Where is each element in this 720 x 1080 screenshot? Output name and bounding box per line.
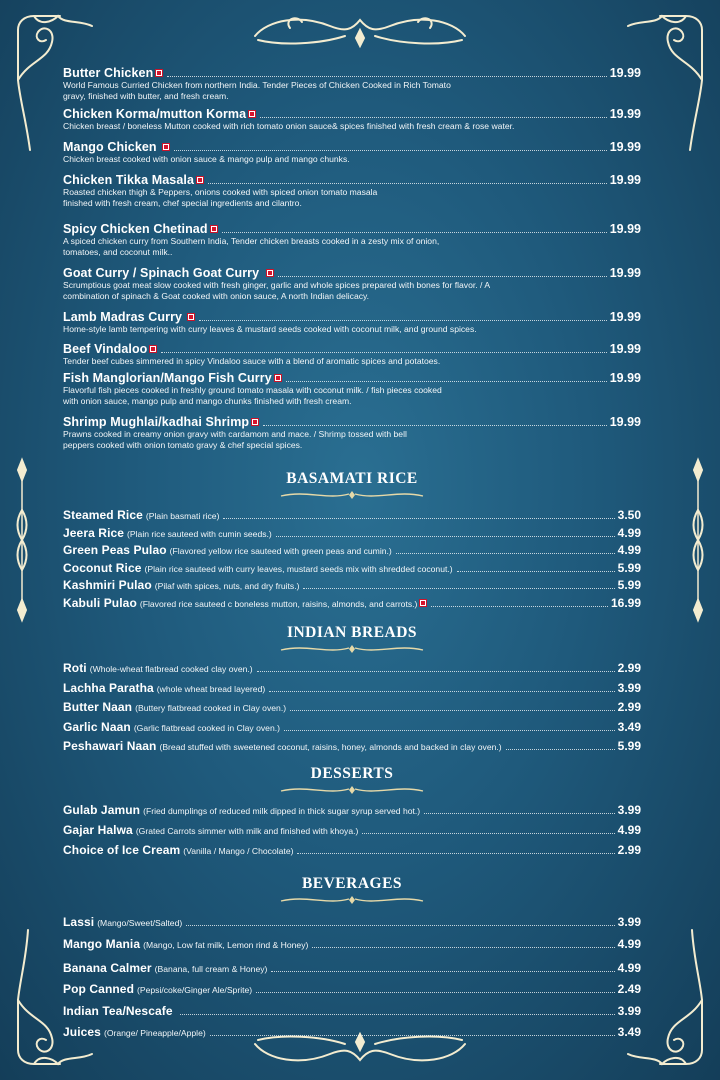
item-price: 19.99: [609, 342, 641, 356]
dot-leader: [174, 150, 607, 151]
menu-item: [63, 961, 641, 982]
item-name: Lassi: [63, 914, 95, 929]
menu-item: [63, 371, 641, 407]
item-name: Lachha Paratha: [63, 680, 154, 695]
nonveg-icon: [251, 418, 259, 426]
dot-leader: [290, 710, 615, 711]
section-title: BEVERAGES: [301, 874, 403, 892]
menu-item: [63, 720, 641, 740]
dot-leader: [396, 553, 615, 554]
nonveg-icon: [419, 599, 427, 607]
dot-leader: [431, 606, 608, 607]
dot-leader: [284, 730, 615, 731]
item-price: 3.99: [617, 802, 641, 817]
item-name: Mango Mania: [63, 936, 141, 951]
item-name: Banana Calmer: [63, 960, 152, 975]
item-price: 5.99: [617, 560, 641, 575]
dot-leader: [269, 691, 614, 692]
item-name: Green Peas Pulao: [63, 543, 167, 557]
item-name: Butter Chicken: [63, 66, 154, 80]
item-price: 5.99: [617, 578, 641, 592]
menu-item: [63, 803, 641, 823]
item-note: (Vanilla / Mango / Chocolate): [183, 845, 294, 856]
item-price: 16.99: [610, 595, 641, 610]
menu-item: [63, 266, 641, 302]
menu-item: [63, 415, 641, 451]
section-title: INDIAN BREADS: [286, 624, 418, 641]
item-price: 4.99: [617, 822, 641, 837]
dot-leader: [161, 352, 606, 353]
item-price: 19.99: [609, 371, 641, 385]
item-name: Kashmiri Pulao: [63, 578, 152, 592]
item-name: Chicken Korma/mutton Korma: [63, 107, 247, 121]
dot-leader: [286, 381, 607, 382]
item-name: Pop Canned: [63, 981, 135, 996]
item-price: 3.49: [617, 1024, 641, 1039]
menu-item: [63, 843, 641, 863]
menu-item: [63, 107, 641, 132]
dot-leader: [263, 425, 607, 426]
menu-item: [63, 1025, 641, 1045]
item-note: (Pilaf with spices, nuts, and dry fruits.): [154, 581, 300, 591]
item-name: Butter Naan: [63, 700, 133, 714]
item-price: 3.99: [617, 914, 641, 929]
dot-leader: [506, 749, 615, 750]
item-price: 19.99: [609, 107, 641, 121]
dot-leader: [256, 992, 615, 993]
menu-item: [63, 915, 641, 937]
menu-item: [63, 739, 641, 759]
item-note: (Plain basmati rice): [145, 511, 220, 521]
item-description: Roasted chicken thigh & Peppers, onions cooked with spiced onion tomato masala finished with fresh cream, chef special ingredients and cilantro.: [63, 187, 378, 208]
item-name: Fish Manglorian/Mango Fish Curry: [63, 371, 272, 385]
menu-item: [63, 310, 641, 335]
item-name: Juices: [63, 1024, 101, 1039]
nonveg-icon: [248, 110, 256, 118]
item-description: Prawns cooked in creamy onion gravy with cardamom and mace. / Shrimp tossed with bell peppers cooked with onion tomato gravy & chef special spices.: [63, 429, 407, 450]
item-note: (Garlic flatbread cooked in Clay oven.): [133, 722, 280, 733]
item-note: (Flavored yellow rice sauteed with green peas and cumin.): [169, 546, 392, 556]
dot-leader: [278, 276, 607, 277]
nonveg-icon: [196, 176, 204, 184]
beverages-list: [63, 915, 641, 1045]
dot-leader: [276, 536, 615, 537]
item-name: Lamb Madras Curry: [63, 310, 183, 324]
item-description: A spiced chicken curry from Southern India, Tender chicken breasts cooked in a zesty mix of onion, tomatoes, and coconut milk..: [63, 236, 440, 257]
menu-item: [63, 508, 641, 526]
dot-leader: [223, 518, 614, 519]
menu-item: [63, 543, 641, 561]
main-courses-list: [63, 66, 641, 451]
item-note: (Pepsi/coke/Ginger Ale/Sprite): [137, 984, 253, 995]
item-price: 5.99: [617, 739, 641, 753]
item-name: Shrimp Mughlai/kadhai Shrimp: [63, 415, 250, 429]
item-note: (Whole-wheat flatbread cooked clay oven.): [89, 664, 253, 674]
item-name: Jeera Rice: [63, 525, 125, 540]
swash-divider: [277, 785, 427, 795]
section-title: BASAMATI RICE: [286, 470, 418, 487]
menu-item: [63, 140, 641, 165]
item-price: 4.99: [617, 936, 641, 951]
item-note: (Bread stuffed with sweetened coconut, raisins, honey, almonds and backed in clay oven.): [159, 742, 502, 752]
item-price: 19.99: [609, 266, 641, 280]
menu-item: [63, 222, 641, 258]
swash-divider: [277, 644, 427, 654]
desserts-section: [63, 765, 641, 863]
item-price: 19.99: [609, 415, 641, 429]
item-name: Choice of Ice Cream: [63, 842, 181, 857]
nonveg-icon: [274, 374, 282, 382]
item-name: Indian Tea/Nescafe: [63, 1003, 173, 1018]
menu-item: [63, 1004, 641, 1025]
item-name: Peshawari Naan: [63, 739, 157, 753]
top-center-ornament: [255, 18, 465, 46]
item-note: (Banana, full cream & Honey): [154, 963, 268, 974]
item-price: 4.99: [617, 525, 641, 540]
beverages-section: [63, 875, 641, 1045]
menu-item: [63, 173, 641, 209]
menu-item: [63, 66, 641, 102]
item-note: (Mango, Low fat milk, Lemon rind & Honey): [143, 939, 309, 950]
nonveg-icon: [149, 345, 157, 353]
nonveg-icon: [187, 313, 195, 321]
item-description: Flavorful fish pieces cooked in freshly ground tomato masala with coconut milk. / fish pieces cooked with onion sauce, mango pulp and mango chunks finished with fresh cream.: [63, 385, 442, 406]
dot-leader: [167, 76, 606, 77]
item-price: 19.99: [609, 173, 641, 187]
menu-item: [63, 561, 641, 579]
item-name: Coconut Rice: [63, 560, 142, 575]
item-price: 4.99: [617, 543, 641, 557]
dot-leader: [208, 183, 607, 184]
menu-item: [63, 661, 641, 681]
breads-list: [63, 661, 641, 759]
item-note: (Fried dumplings of reduced milk dipped in thick sugar syrup served hot.): [143, 805, 421, 816]
breads-section: [63, 624, 641, 759]
item-name: Kabuli Pulao: [63, 595, 137, 610]
rice-list: [63, 508, 641, 613]
menu-item: [63, 982, 641, 1004]
item-price: 19.99: [609, 310, 641, 324]
dot-leader: [180, 1014, 615, 1015]
item-note: (Orange/ Pineapple/Apple): [103, 1027, 206, 1038]
item-note: (Buttery flatbread cooked in Clay oven.): [135, 703, 287, 713]
item-price: 2.49: [617, 981, 641, 996]
menu-item: [63, 342, 641, 367]
item-name: Chicken Tikka Masala: [63, 173, 195, 187]
desserts-list: [63, 803, 641, 863]
rice-section: [63, 470, 641, 613]
dot-leader: [186, 925, 614, 926]
item-price: 3.99: [617, 1003, 641, 1018]
item-price: 2.99: [617, 842, 641, 857]
menu-item: [63, 596, 641, 614]
menu-item: [63, 823, 641, 843]
menu-item: [63, 681, 641, 701]
menu-item: [63, 937, 641, 961]
dot-leader: [260, 117, 607, 118]
item-price: 3.49: [617, 719, 641, 734]
item-note: (Flavored rice sauteed c boneless mutton, raisins, almonds, and carrots.): [139, 598, 418, 609]
dot-leader: [199, 320, 607, 321]
dot-leader: [210, 1035, 615, 1036]
swash-divider: [277, 895, 427, 905]
menu-item: [63, 526, 641, 544]
item-price: 19.99: [609, 140, 641, 154]
dot-leader: [222, 232, 607, 233]
nonveg-icon: [155, 69, 163, 77]
item-name: Spicy Chicken Chetinad: [63, 222, 208, 236]
item-name: Goat Curry / Spinach Goat Curry: [63, 266, 260, 280]
nonveg-icon: [162, 143, 170, 151]
item-name: Steamed Rice: [63, 508, 143, 522]
item-name: Gajar Halwa: [63, 822, 133, 837]
dot-leader: [257, 671, 615, 672]
item-note: (Grated Carrots simmer with milk and finished with khoya.): [135, 825, 359, 836]
item-price: 3.50: [617, 508, 641, 522]
dot-leader: [362, 833, 614, 834]
item-note: (Plain rice sauteed with cumin seeds.): [127, 528, 272, 539]
dot-leader: [303, 588, 614, 589]
item-note: (Plain rice sauteed with curry leaves, mustard seeds mix with shredded coconut.): [144, 563, 453, 574]
nonveg-icon: [266, 269, 274, 277]
menu-content: [63, 66, 641, 1045]
item-description: Tender beef cubes simmered in spicy Vindaloo sauce with a blend of aromatic spices and potatoes.: [63, 356, 441, 366]
dot-leader: [271, 971, 614, 972]
item-description: World Famous Curried Chicken from northern India. Tender Pieces of Chicken Cooked in Rich Tomato gravy, finished with butter, and fresh cream.: [63, 80, 451, 101]
item-description: Chicken breast cooked with onion sauce & mango pulp and mango chunks.: [63, 154, 350, 164]
item-name: Gulab Jamun: [63, 802, 141, 817]
item-price: 19.99: [609, 66, 641, 80]
item-name: Roti: [63, 661, 87, 675]
item-note: (Mango/Sweet/Salted): [97, 917, 183, 928]
item-description: Chicken breast / boneless Mutton cooked with rich tomato onion sauce& spices finished with fresh cream & rose water.: [63, 121, 515, 131]
item-name: Mango Chicken: [63, 140, 157, 154]
menu-item: [63, 578, 641, 596]
dot-leader: [424, 813, 614, 814]
item-name: Beef Vindaloo: [63, 342, 148, 356]
item-price: 4.99: [617, 960, 641, 975]
item-name: Garlic Naan: [63, 719, 131, 734]
item-note: (whole wheat bread layered): [156, 683, 266, 694]
item-description: Scrumptious goat meat slow cooked with fresh ginger, garlic and whole spices prepared with bones for flavor. / A combination of spinach & Goat cooked with onion sauce, A north Indian delicacy.: [63, 280, 490, 301]
dot-leader: [312, 947, 614, 948]
swash-divider: [277, 490, 427, 500]
item-description: Home-style lamb tempering with curry leaves & mustard seeds cooked with coconut milk, and ground spices.: [63, 324, 477, 334]
item-price: 19.99: [609, 222, 641, 236]
dot-leader: [297, 853, 614, 854]
item-price: 3.99: [617, 680, 641, 695]
nonveg-icon: [210, 225, 218, 233]
item-price: 2.99: [617, 661, 641, 675]
dot-leader: [457, 571, 615, 572]
menu-item: [63, 700, 641, 720]
item-price: 2.99: [617, 700, 641, 714]
section-title: DESSERTS: [310, 764, 394, 782]
